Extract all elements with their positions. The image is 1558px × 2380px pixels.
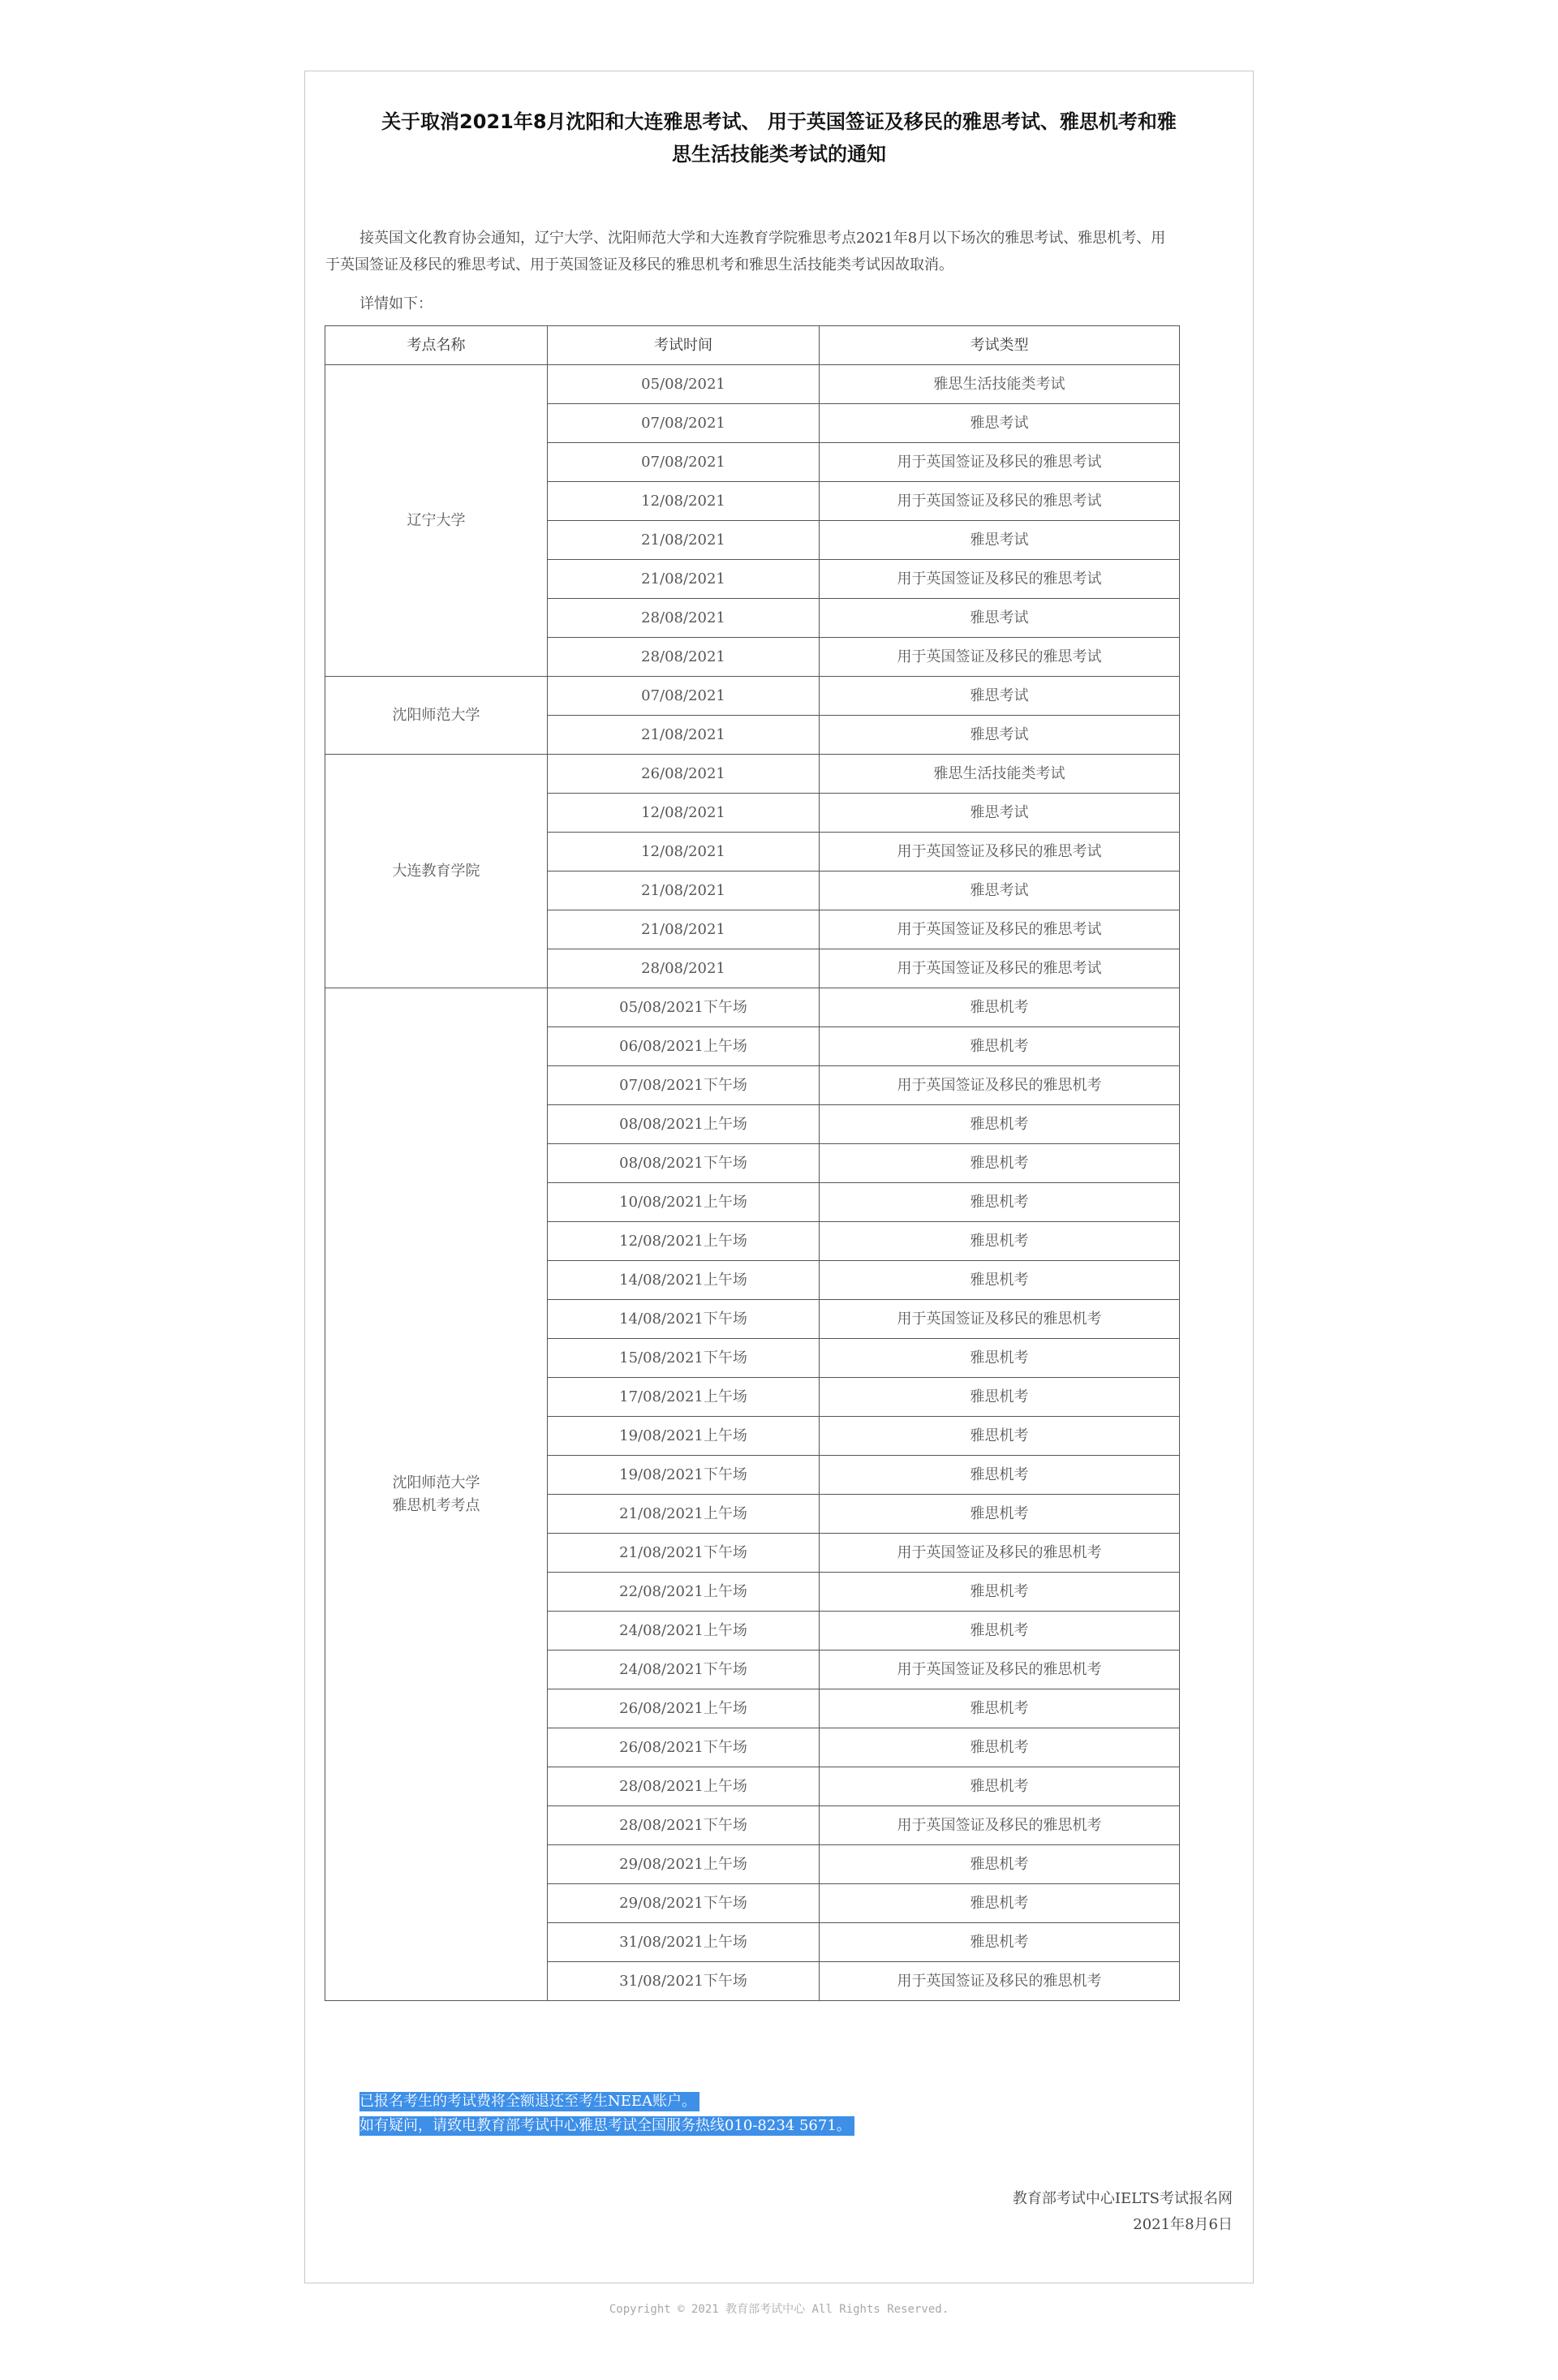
exam-type-cell: 雅思机考	[820, 1417, 1180, 1456]
exam-type-cell: 雅思机考	[820, 1183, 1180, 1222]
exam-type-cell: 雅思机考	[820, 1261, 1180, 1300]
notice-card	[304, 71, 1254, 2283]
exam-type-cell: 用于英国签证及移民的雅思机考	[820, 1534, 1180, 1573]
exam-time-cell: 06/08/2021上午场	[548, 1027, 820, 1066]
notice-title-line-1: 关于取消2021年8月沈阳和大连雅思考试、 用于英国签证及移民的雅思考试、雅思机考和雅	[381, 110, 1177, 133]
exam-time-cell: 26/08/2021上午场	[548, 1689, 820, 1728]
exam-time-cell: 21/08/2021	[548, 716, 820, 755]
exam-type-cell: 雅思机考	[820, 1027, 1180, 1066]
exam-time-cell: 15/08/2021下午场	[548, 1339, 820, 1378]
table-row	[325, 755, 1180, 794]
exam-time-cell: 29/08/2021下午场	[548, 1884, 820, 1923]
exam-type-cell: 雅思考试	[820, 599, 1180, 638]
exam-time-cell: 07/08/2021	[548, 677, 820, 716]
exam-type-cell: 雅思机考	[820, 1339, 1180, 1378]
exam-time-cell: 28/08/2021	[548, 949, 820, 988]
exam-type-cell: 用于英国签证及移民的雅思机考	[820, 1066, 1180, 1105]
notice-title	[329, 105, 1229, 170]
venue-name: 沈阳师范大学	[392, 1474, 480, 1491]
notice-title-line-2: 思生活技能类考试的通知	[672, 143, 886, 166]
exam-type-cell: 用于英国签证及移民的雅思机考	[820, 1962, 1180, 2001]
table-body	[325, 365, 1180, 2001]
exam-time-cell: 14/08/2021下午场	[548, 1300, 820, 1339]
exam-time-cell: 07/08/2021下午场	[548, 1066, 820, 1105]
exam-type-cell: 用于英国签证及移民的雅思考试	[820, 910, 1180, 949]
exam-type-cell: 雅思考试	[820, 794, 1180, 833]
exam-type-cell: 雅思机考	[820, 1767, 1180, 1806]
exam-type-cell: 用于英国签证及移民的雅思考试	[820, 833, 1180, 872]
exam-type-cell: 雅思机考	[820, 1144, 1180, 1183]
exam-time-cell: 21/08/2021下午场	[548, 1534, 820, 1573]
exam-type-cell: 用于英国签证及移民的雅思考试	[820, 482, 1180, 521]
exam-type-cell: 雅思机考	[820, 1689, 1180, 1728]
venue-cell	[325, 988, 548, 2001]
table-row	[325, 677, 1180, 716]
exam-type-cell: 雅思机考	[820, 1612, 1180, 1651]
exam-time-cell: 10/08/2021上午场	[548, 1183, 820, 1222]
exam-type-cell: 雅思机考	[820, 1845, 1180, 1884]
exam-time-cell: 24/08/2021上午场	[548, 1612, 820, 1651]
exam-type-cell: 雅思机考	[820, 1105, 1180, 1144]
contact-text: 如有疑问，请致电教育部考试中心雅思考试全国服务热线010-8234 5671。	[359, 2116, 854, 2136]
exam-type-cell: 雅思机考	[820, 1884, 1180, 1923]
exam-type-cell: 用于英国签证及移民的雅思机考	[820, 1651, 1180, 1689]
exam-time-cell: 21/08/2021	[548, 910, 820, 949]
exam-time-cell: 12/08/2021	[548, 794, 820, 833]
exam-time-cell: 12/08/2021	[548, 833, 820, 872]
exam-time-cell: 21/08/2021	[548, 872, 820, 910]
venue-cell	[325, 755, 548, 988]
exam-type-cell: 雅思机考	[820, 1573, 1180, 1612]
signature-date: 2021年8月6日	[1133, 2216, 1233, 2233]
exam-time-cell: 26/08/2021	[548, 755, 820, 794]
exam-type-cell: 雅思考试	[820, 521, 1180, 560]
exam-time-cell: 05/08/2021下午场	[548, 988, 820, 1027]
intro-paragraph: 接英国文化教育协会通知，辽宁大学、沈阳师范大学和大连教育学院雅思考点2021年8月以下场次的雅思考试、雅思机考、用于英国签证及移民的雅思考试、用于英国签证及移民的雅思机考和雅思生活技能类考试因故取消。	[325, 230, 1166, 273]
refund-text: 已报名考生的考试费将全额退还至考生NEEA账户。	[359, 2092, 699, 2111]
exam-type-cell: 用于英国签证及移民的雅思考试	[820, 638, 1180, 677]
header-exam-time: 考试时间	[548, 326, 820, 365]
exam-type-cell: 雅思机考	[820, 1923, 1180, 1962]
signature-block	[1013, 2186, 1233, 2238]
exam-time-cell: 12/08/2021	[548, 482, 820, 521]
venue-name: 沈阳师范大学	[392, 706, 480, 724]
venue-name: 雅思机考考点	[392, 1496, 480, 1514]
exam-time-cell: 07/08/2021	[548, 404, 820, 443]
exam-type-cell: 用于英国签证及移民的雅思考试	[820, 949, 1180, 988]
exam-type-cell: 雅思机考	[820, 1222, 1180, 1261]
exam-type-cell: 雅思考试	[820, 716, 1180, 755]
exam-time-cell: 14/08/2021上午场	[548, 1261, 820, 1300]
exam-time-cell: 29/08/2021上午场	[548, 1845, 820, 1884]
exam-time-cell: 21/08/2021上午场	[548, 1495, 820, 1534]
exam-time-cell: 08/08/2021上午场	[548, 1105, 820, 1144]
exam-time-cell: 31/08/2021下午场	[548, 1962, 820, 2001]
venue-cell	[325, 365, 548, 677]
exam-time-cell: 28/08/2021上午场	[548, 1767, 820, 1806]
exam-time-cell: 19/08/2021上午场	[548, 1417, 820, 1456]
exam-time-cell: 28/08/2021	[548, 599, 820, 638]
exam-type-cell: 雅思生活技能类考试	[820, 755, 1180, 794]
exam-type-cell: 雅思机考	[820, 1728, 1180, 1767]
exam-type-cell: 雅思机考	[820, 1456, 1180, 1495]
exam-time-cell: 21/08/2021	[548, 560, 820, 599]
table-row	[325, 988, 1180, 1027]
table-row	[325, 365, 1180, 404]
venue-cell	[325, 677, 548, 755]
exam-type-cell: 雅思机考	[820, 988, 1180, 1027]
exam-type-cell: 雅思机考	[820, 1378, 1180, 1417]
signature-org: 教育部考试中心IELTS考试报名网	[1012, 2190, 1233, 2207]
refund-notice	[359, 2089, 854, 2138]
exam-time-cell: 21/08/2021	[548, 521, 820, 560]
exam-time-cell: 08/08/2021下午场	[548, 1144, 820, 1183]
details-label: 详情如下：	[359, 295, 433, 312]
exam-type-cell: 雅思考试	[820, 677, 1180, 716]
exam-type-cell: 用于英国签证及移民的雅思机考	[820, 1300, 1180, 1339]
exam-time-cell: 22/08/2021上午场	[548, 1573, 820, 1612]
exam-time-cell: 12/08/2021上午场	[548, 1222, 820, 1261]
exam-type-cell: 雅思机考	[820, 1495, 1180, 1534]
header-venue: 考点名称	[325, 326, 548, 365]
exam-type-cell: 雅思考试	[820, 872, 1180, 910]
exam-type-cell: 用于英国签证及移民的雅思考试	[820, 560, 1180, 599]
exam-time-cell: 19/08/2021下午场	[548, 1456, 820, 1495]
exam-type-cell: 用于英国签证及移民的雅思考试	[820, 443, 1180, 482]
exam-time-cell: 24/08/2021下午场	[548, 1651, 820, 1689]
exam-time-cell: 05/08/2021	[548, 365, 820, 404]
copyright-footer: Copyright © 2021 教育部考试中心 All Rights Reserved.	[609, 2303, 949, 2316]
exam-time-cell: 26/08/2021下午场	[548, 1728, 820, 1767]
exam-time-cell: 28/08/2021下午场	[548, 1806, 820, 1845]
exam-time-cell: 07/08/2021	[548, 443, 820, 482]
header-exam-type: 考试类型	[820, 326, 1180, 365]
cancelled-exams-table	[325, 325, 1180, 2001]
venue-name: 大连教育学院	[392, 862, 480, 880]
exam-time-cell: 31/08/2021上午场	[548, 1923, 820, 1962]
table-header-row	[325, 326, 1180, 365]
exam-type-cell: 雅思生活技能类考试	[820, 365, 1180, 404]
exam-time-cell: 17/08/2021上午场	[548, 1378, 820, 1417]
exam-type-cell: 用于英国签证及移民的雅思机考	[820, 1806, 1180, 1845]
exam-time-cell: 28/08/2021	[548, 638, 820, 677]
exam-type-cell: 雅思考试	[820, 404, 1180, 443]
venue-name: 辽宁大学	[407, 511, 466, 529]
